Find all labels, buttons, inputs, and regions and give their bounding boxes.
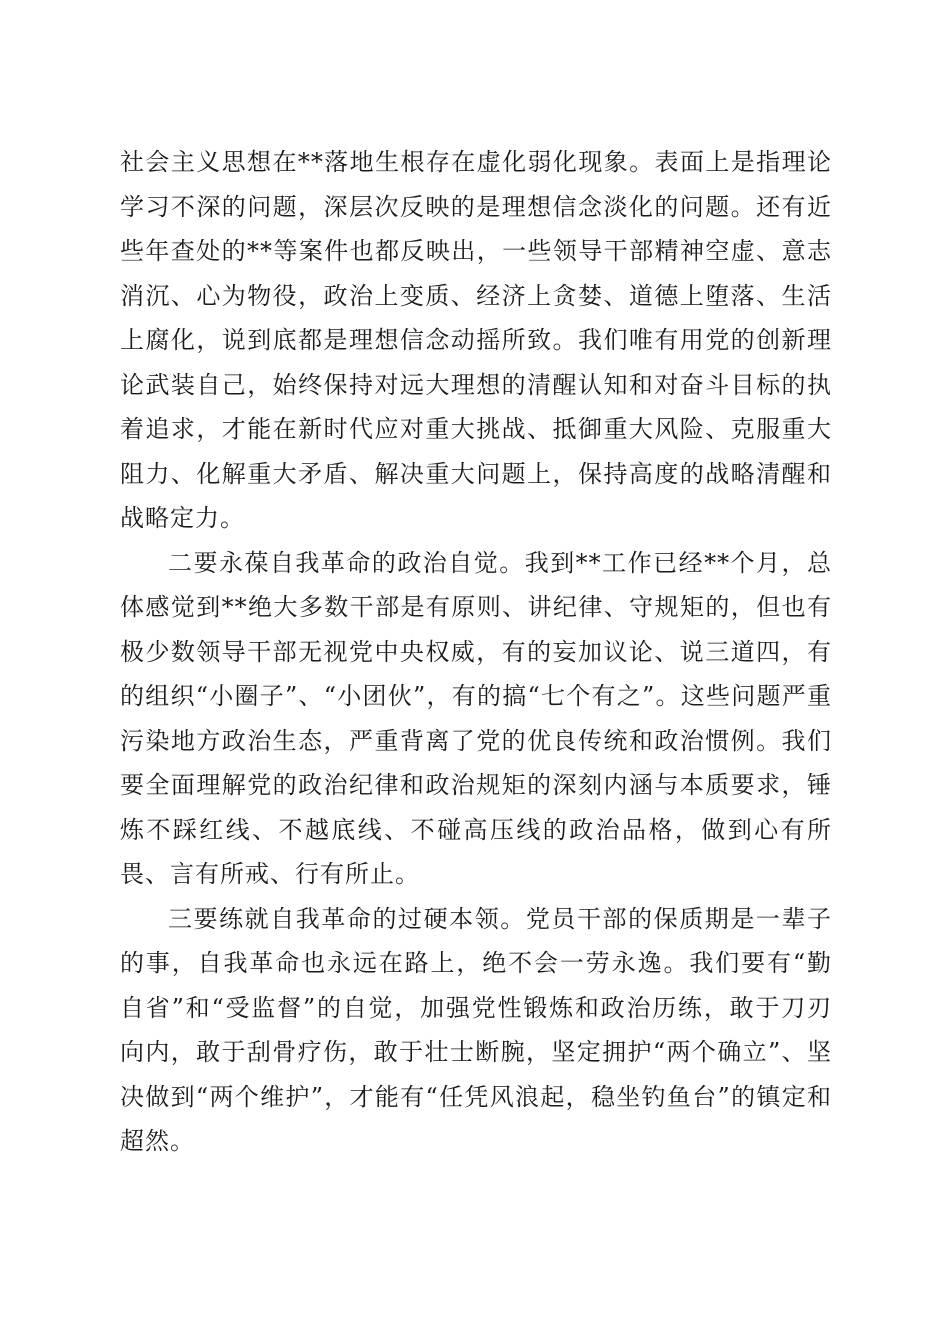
paragraph-3: 三要练就自我革命的过硬本领。党员干部的保质期是一辈子的事，自我革命也永远在路上，绝不会一劳永逸。我们要有“勤自省”和“受监督”的自觉，加强党性锻炼和政治历练，敢于刀刃向内，敢于刮骨疗伤，敢于壮士断腕，坚定拥护“两个确立”、坚决做到“两个维护”，才能有“任凭风浪起，稳坐钓鱼台”的镇定和超然。 — [120, 904, 832, 1155]
paragraph-1: 社会主义思想在**落地生根存在虚化弱化现象。表面上是指理论学习不深的问题，深层次反映的是理想信念淡化的问题。还有近些年查处的**等案件也都反映出，一些领导干部精神空虚、意志消沉、心为物役，政治上变质、经济上贪婪、道德上堕落、生活上腐化，说到底都是理想信念动摇所致。我们唯有用党的创新理论武装自己，始终保持对远大理想的清醒认知和对奋斗目标的执着追求，才能在新时代应对重大挑战、抵御重大风险、克服重大阻力、化解重大矛盾、解决重大问题上，保持高度的战略清醒和战略定力。 — [120, 148, 832, 532]
paragraph-2: 二要永葆自我革命的政治自觉。我到**工作已经**个月，总体感觉到**绝大多数干部是有原则、讲纪律、守规矩的，但也有极少数领导干部无视党中央权威，有的妄加议论、说三道四，有的组织“小圈子”、“小团伙”，有的搞“七个有之”。这些问题严重污染地方政治生态，严重背离了党的优良传统和政治惯例。我们要全面理解党的政治纪律和政治规矩的深刻内涵与本质要求，锤炼不踩红线、不越底线、不碰高压线的政治品格，做到心有所畏、言有所戒、行有所止。 — [120, 548, 832, 888]
document-body — [120, 140, 832, 1164]
